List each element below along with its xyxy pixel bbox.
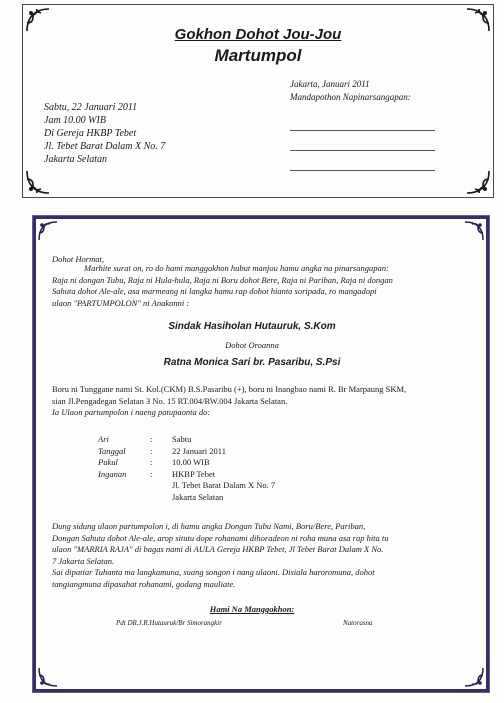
event-row: [98, 446, 332, 458]
event-value: HKBP Tebet: [172, 468, 216, 479]
paragraph-line: Sahuta dohot Ale-ale, asa marmeang ni langka hamu rap dohot hianta soripada, ro mangadopi: [52, 286, 377, 296]
closing-paragraph: [52, 521, 389, 590]
paragraph-line: ulaon "MARRIA RAJA" di bagas nami di AULA Gereja HKBP Tebet, Jl Tebet Barat Dalam X No.: [52, 544, 384, 554]
parents-paragraph: [52, 384, 406, 419]
event-row: [98, 492, 332, 504]
event-label: [98, 492, 150, 504]
envelope-event-summary: [44, 102, 165, 167]
event-label: Inganan: [98, 468, 127, 479]
signature-right: Natorasna: [343, 619, 373, 627]
paragraph-line: Raja ni dongan Tubu, Raja ni Hula-hula, Raja ni Boru dohot Bere, Raja ni Pariban, Raja ni dongan: [52, 274, 393, 285]
address-line: [290, 150, 435, 151]
corner-ornament-icon: [463, 666, 485, 688]
groom-name: Sindak Hasiholan Hutauruk, S.Kom: [168, 321, 336, 332]
event-details: [98, 434, 332, 503]
paragraph-line: sian Jl.Pengadegan Selatan 3 No. 15 RT.004/RW.004 Jakarta Selatan.: [52, 395, 288, 406]
event-separator: :: [150, 457, 153, 467]
event-row: [98, 434, 332, 446]
paragraph-line: 7 Jakarta Selatan.: [52, 555, 115, 566]
event-label: Ari: [98, 434, 109, 444]
paragraph-line: ulaon "PARTUMPOLON" ni Anakonni :: [52, 297, 190, 308]
conjunction: Dohot Oroanna: [225, 340, 279, 350]
envelope-recipient-block: [290, 79, 411, 105]
intro-paragraph: [52, 263, 393, 309]
paragraph-line: Ia Ulaon partumpolon i naeng patupaonta do:: [52, 407, 211, 417]
address-line: [290, 130, 435, 131]
event-value: Jakarta Selatan: [172, 491, 224, 502]
corner-ornament-icon: [37, 220, 59, 242]
event-separator: :: [150, 445, 153, 456]
paragraph-line: Marhite surat on, ro do hami manggokhon hubut manjou hamu angka na pinarsangapan:: [84, 263, 389, 273]
event-label: Tanggal: [98, 445, 126, 456]
bride-name: Ratna Monica Sari br. Pasaribu, S.Psi: [163, 357, 341, 368]
event-label: [98, 480, 150, 492]
corner-ornament-icon: [25, 169, 51, 195]
hosts-title: Hami Na Manggokhon:: [209, 604, 295, 614]
event-label: Pukul: [98, 457, 118, 467]
envelope-subtitle: Martumpol: [214, 46, 302, 65]
envelope-line: Jakarta Selatan: [44, 154, 108, 165]
event-separator: :: [150, 468, 153, 479]
event-value: 22 Januari 2011: [172, 445, 226, 456]
event-value: Sabtu: [172, 434, 192, 444]
event-row: [98, 457, 332, 469]
event-value: Jl. Tebet Barat Dalam X No. 7: [172, 480, 276, 490]
event-separator: :: [150, 434, 153, 444]
envelope-title: Gokhon Dohot Jou-Jou: [174, 26, 342, 43]
event-row: [98, 480, 332, 492]
address-line: [290, 170, 435, 171]
paragraph-line: Sai dipatiar Tuhanta ma langkamuna, suang songon i nang ulaoni. Disiala haroromuna, dohot: [52, 567, 375, 577]
paragraph-line: Dongan Sahuta dohot Ale-ale, arop situtu dope rohanami dihoradeon ni roha muna asa rap hita tu: [52, 532, 389, 543]
envelope-recipient-label: Mandapothon Napinarsangapan:: [290, 92, 411, 102]
envelope-line: Di Gereja HKBP Tebet: [44, 128, 137, 139]
event-value: 10.00 WIB: [172, 457, 210, 467]
envelope-line: Sabtu, 22 Januari 2011: [44, 102, 138, 113]
signature-left: Pdt DR.J.R.Hutauruk/Br Simorangkir: [116, 619, 222, 627]
corner-ornament-icon: [465, 169, 491, 195]
paragraph-line: tangiangmuna dipasahat rohanami, godang mauliate.: [52, 578, 236, 589]
paragraph-line: Dung sidung ulaon partumpolon i, di hamu angka Dongan Tubu Nami, Boru/Bere, Pariban,: [52, 521, 366, 531]
greeting: Dohot Hormat,: [52, 254, 104, 264]
envelope-place-date: Jakarta, Januari 2011: [290, 79, 370, 89]
corner-ornament-icon: [37, 666, 59, 688]
event-row: [98, 469, 332, 481]
envelope-line: Jam 10.00 WIB: [44, 115, 106, 126]
envelope-line: Jl. Tebet Barat Dalam X No. 7: [44, 141, 166, 152]
paragraph-line: Boru ni Tunggane nami St. Kol.(CKM) B.S.Pasaribu (+), boru ni Inangbao nami R. Br Marpaung SKM,: [52, 384, 407, 394]
corner-ornament-icon: [463, 220, 485, 242]
